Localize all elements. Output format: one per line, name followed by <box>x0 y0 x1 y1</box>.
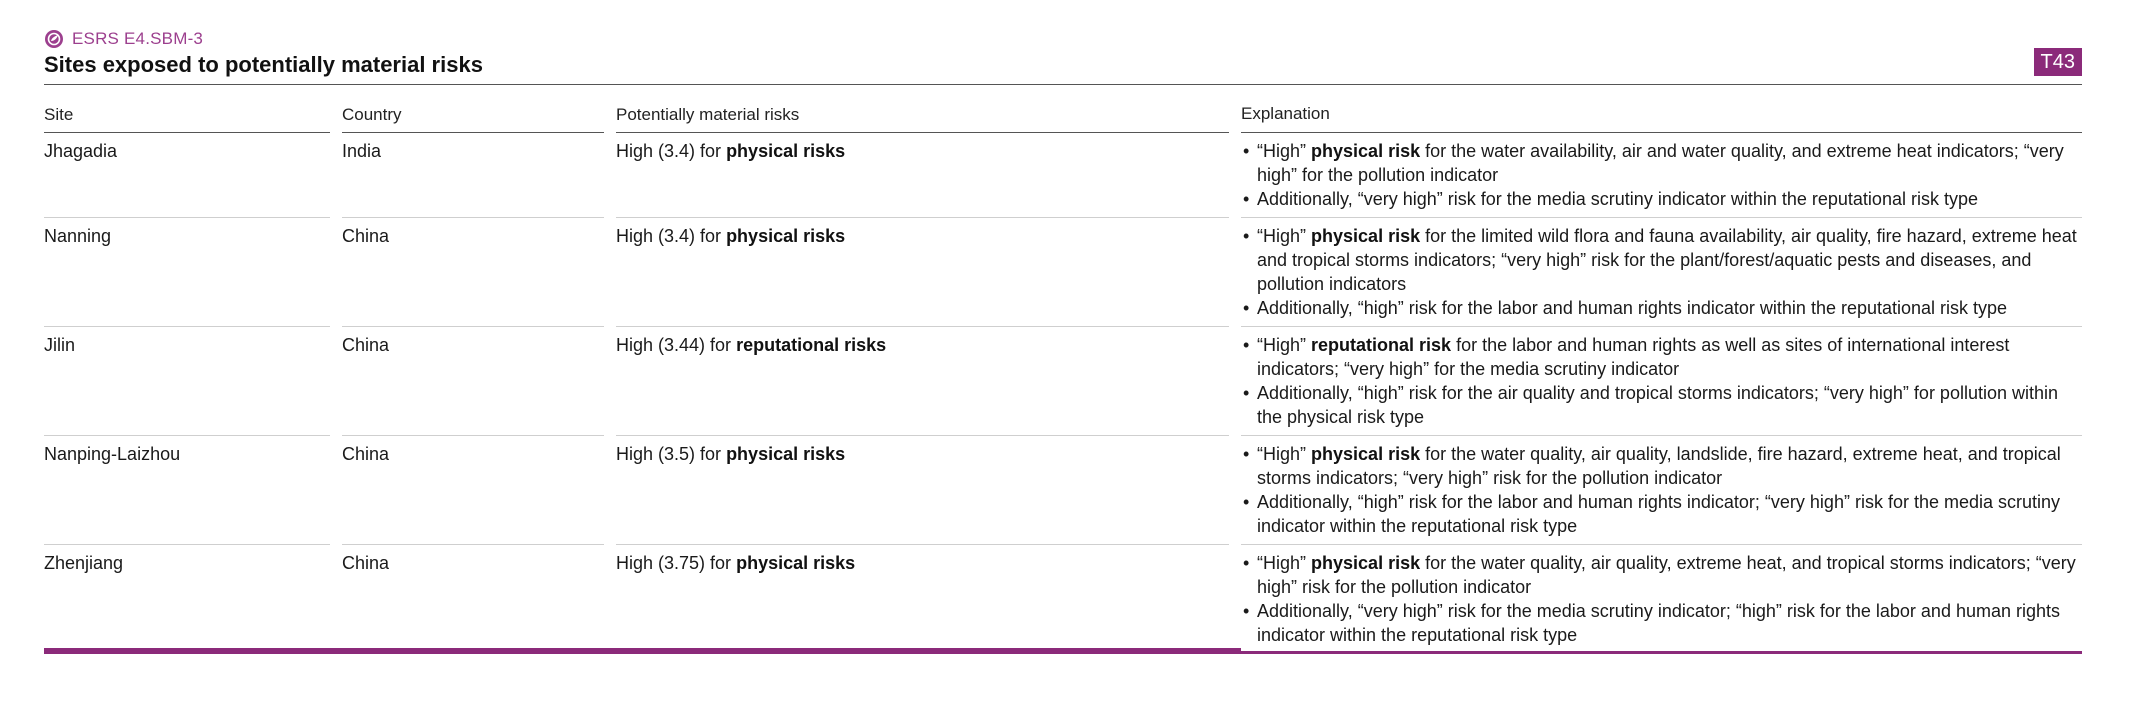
explanation-risk-type: physical risk <box>1311 141 1421 161</box>
explanation-risk-type: physical risk <box>1311 226 1421 246</box>
explanation-text: for the limited wild flora and fauna availability, air quality, fire hazard, extreme heat and tropical storms indicators; “very high” risk for the plant/forest/aquatic pests and diseases, and pollution indicators <box>1257 226 2077 294</box>
explanation-cell <box>1241 545 2082 654</box>
risk-score-text: High (3.4) for <box>616 226 722 246</box>
risk-score-text: High (3.75) for <box>616 553 732 573</box>
explanation-item <box>1241 333 2082 381</box>
risk-table <box>44 85 2082 654</box>
risk-cell <box>616 218 1241 327</box>
explanation-text: Additionally, “high” risk for the air quality and tropical storms indicators; “very high” for pollution within the physical risk type <box>1257 383 2059 427</box>
risk-cell <box>616 545 1241 654</box>
explanation-item <box>1241 442 2082 490</box>
page-title: Sites exposed to potentially material risks <box>44 52 483 77</box>
risk-cell <box>616 133 1241 218</box>
country-cell: China <box>342 327 616 436</box>
report-table-section <box>44 28 2082 654</box>
explanation-item <box>1241 381 2082 429</box>
explanation-list <box>1241 139 2082 211</box>
explanation-list <box>1241 333 2082 429</box>
explanation-item <box>1241 296 2082 320</box>
explanation-item <box>1241 224 2082 296</box>
explanation-cell <box>1241 218 2082 327</box>
explanation-list <box>1241 442 2082 538</box>
risk-score-text: High (3.44) for <box>616 335 732 355</box>
explanation-text: for the water quality, air quality, landslide, fire hazard, extreme heat, and tropical storms indicators; “very high” risk for the pollution indicator <box>1257 444 2061 488</box>
esrs-tag: ESRS E4.SBM-3 <box>72 29 204 48</box>
explanation-item <box>1241 187 2082 211</box>
explanation-item <box>1241 139 2082 187</box>
table-id-badge: T43 <box>2034 48 2082 76</box>
explanation-lead: “High” <box>1257 553 1307 573</box>
explanation-list <box>1241 551 2082 647</box>
explanation-text: for the water availability, air and water quality, and extreme heat indicators; “very high” for the pollution indicator <box>1257 141 2064 185</box>
column-header-country: Country <box>342 85 616 133</box>
explanation-risk-type: physical risk <box>1311 553 1421 573</box>
column-header-explanation: Explanation <box>1241 85 2082 133</box>
esrs-tag-row <box>44 28 2082 50</box>
explanation-list <box>1241 224 2082 320</box>
country-cell: China <box>342 218 616 327</box>
site-cell: Nanping-Laizhou <box>44 436 342 545</box>
site-cell: Zhenjiang <box>44 545 342 654</box>
explanation-item <box>1241 551 2082 599</box>
explanation-risk-type: reputational risk <box>1311 335 1452 355</box>
country-cell: India <box>342 133 616 218</box>
table-row <box>44 133 2082 218</box>
explanation-cell <box>1241 133 2082 218</box>
site-cell: Nanning <box>44 218 342 327</box>
table-row <box>44 436 2082 545</box>
globe-leaf-icon <box>44 29 64 49</box>
explanation-lead: “High” <box>1257 444 1307 464</box>
table-row <box>44 545 2082 654</box>
explanation-text: Additionally, “very high” risk for the media scrutiny indicator; “high” risk for the labor and human rights indicator within the reputational risk type <box>1257 601 2061 645</box>
risk-type-text: physical risks <box>736 553 856 573</box>
risk-score-text: High (3.5) for <box>616 444 722 464</box>
risk-type-text: reputational risks <box>736 335 887 355</box>
explanation-lead: “High” <box>1257 141 1307 161</box>
explanation-lead: “High” <box>1257 226 1307 246</box>
explanation-item <box>1241 490 2082 538</box>
explanation-cell <box>1241 436 2082 545</box>
explanation-cell <box>1241 327 2082 436</box>
risk-cell <box>616 436 1241 545</box>
explanation-risk-type: physical risk <box>1311 444 1421 464</box>
risk-cell <box>616 327 1241 436</box>
risk-type-text: physical risks <box>726 141 846 161</box>
risk-type-text: physical risks <box>726 444 846 464</box>
explanation-text: Additionally, “high” risk for the labor and human rights indicator; “very high” risk for the media scrutiny indicator within the reputational risk type <box>1257 492 2061 536</box>
risk-score-text: High (3.4) for <box>616 141 722 161</box>
explanation-item <box>1241 599 2082 647</box>
explanation-text: for the water quality, air quality, extreme heat, and tropical storms indicators; “very high” risk for the pollution indicator <box>1257 553 2076 597</box>
site-cell: Jilin <box>44 327 342 436</box>
explanation-text: Additionally, “high” risk for the labor and human rights indicator within the reputational risk type <box>1257 298 2008 318</box>
table-header-row <box>44 85 2082 133</box>
table-row <box>44 218 2082 327</box>
risk-type-text: physical risks <box>726 226 846 246</box>
title-row <box>44 50 2082 85</box>
column-header-risks: Potentially material risks <box>616 85 1241 133</box>
explanation-text: Additionally, “very high” risk for the media scrutiny indicator within the reputational risk type <box>1257 189 1978 209</box>
table-row <box>44 327 2082 436</box>
country-cell: China <box>342 436 616 545</box>
column-header-site: Site <box>44 85 342 133</box>
site-cell: Jhagadia <box>44 133 342 218</box>
country-cell: China <box>342 545 616 654</box>
explanation-lead: “High” <box>1257 335 1307 355</box>
explanation-text: for the labor and human rights as well as sites of international interest indicators; “very high” for the media scrutiny indicator <box>1257 335 2010 379</box>
